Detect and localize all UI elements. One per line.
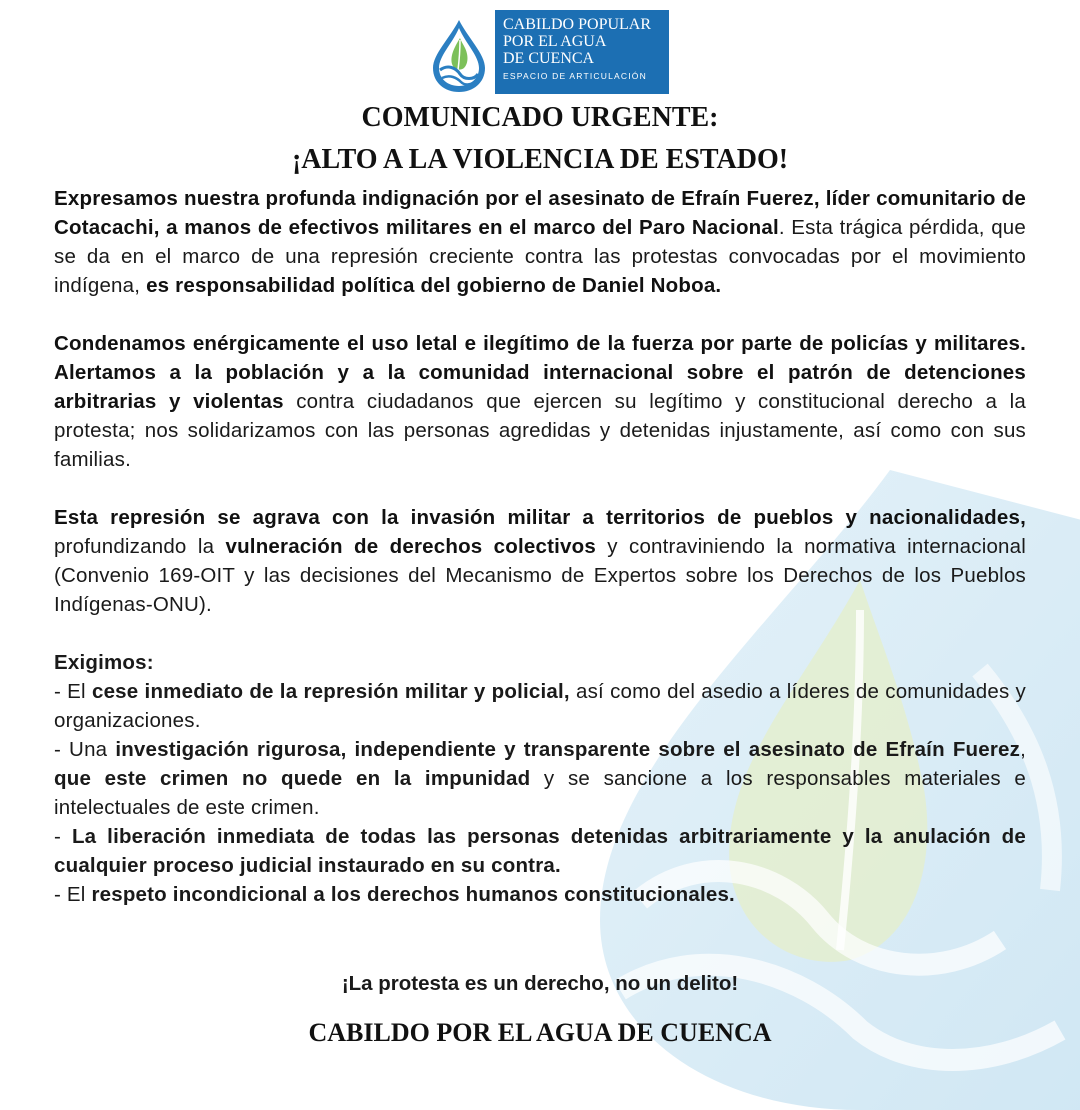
bold-text: respeto incondicional a los derechos humanos constitucionales. bbox=[91, 883, 735, 906]
bold-text: cese inmediato de la represión militar y policial, bbox=[91, 680, 570, 703]
org-subtitle: ESPACIO DE ARTICULACIÓN bbox=[503, 71, 647, 81]
signature: CABILDO POR EL AGUA DE CUENCA bbox=[308, 1018, 772, 1047]
demand-item bbox=[54, 735, 1026, 822]
demands-heading: Exigimos: bbox=[54, 651, 154, 674]
text-run: - El bbox=[54, 883, 92, 906]
text-run: - El bbox=[54, 680, 92, 703]
bold-text: vulneración de derechos colectivos bbox=[225, 535, 596, 558]
text-run: , bbox=[1020, 738, 1027, 761]
text-run: - Una bbox=[54, 738, 116, 761]
bold-text: es responsabilidad política del gobierno de Daniel Noboa. bbox=[146, 274, 722, 297]
bold-text: Expresamos nuestra profunda indignación por el asesinato de Efraín Fuerez, líder comunitario de Cotacachi, a manos de efectivos militares en el marco del Paro Nacional bbox=[54, 187, 1026, 239]
bold-text: Esta represión se agrava con la invasión militar a territorios de pueblos y nacionalidades, bbox=[54, 506, 1026, 529]
bold-text: La liberación inmediata de todas las personas detenidas arbitrariamente y la anulación de cualquier proceso judicial instaurado en su contra. bbox=[54, 825, 1026, 877]
text-run: profundizando la bbox=[54, 535, 226, 558]
water-drop-leaf-icon bbox=[430, 18, 488, 94]
statement-body bbox=[54, 184, 1026, 909]
paragraph bbox=[54, 184, 1026, 300]
text-run: . Esta trágica pérdida, que se da en el marco de una represión creciente contra las protestas convocadas por el movimiento indígena, bbox=[54, 216, 1026, 297]
text-run: así como del asedio a líderes de comunidades y organizaciones. bbox=[54, 680, 1027, 732]
bold-text: Condenamos enérgicamente el uso letal e ilegítimo de la fuerza por parte de policías y militares. Alertamos a la población y a la comunidad internacional sobre el patrón de detenciones arbitrarias y violentas bbox=[54, 332, 1026, 413]
paragraph bbox=[54, 503, 1026, 619]
title-line-2: ¡ALTO A LA VIOLENCIA DE ESTADO! bbox=[291, 144, 789, 175]
org-name-box bbox=[495, 10, 669, 94]
bold-text: que este crimen no quede en la impunidad bbox=[54, 767, 531, 790]
text-run: y contraviniendo la normativa internacional (Convenio 169-OIT y las decisiones del Mecanismo de Expertos sobre los Derechos de los Pueblos Indígenas-ONU). bbox=[54, 535, 1027, 616]
org-name-line: DE CUENCA bbox=[503, 50, 595, 67]
demand-item bbox=[54, 880, 1026, 909]
demand-item bbox=[54, 677, 1026, 735]
slogan: ¡La protesta es un derecho, no un delito! bbox=[341, 972, 739, 995]
demands-list bbox=[54, 648, 1026, 909]
title-line-1: COMUNICADO URGENTE: bbox=[361, 102, 719, 133]
demand-item bbox=[54, 822, 1026, 880]
text-run: contra ciudadanos que ejercen su legítimo y constitucional derecho a la protesta; nos solidarizamos con las personas agredidas y detenidas injustamente, así como con sus familias. bbox=[54, 390, 1026, 471]
bold-text: investigación rigurosa, independiente y transparente sobre el asesinato de Efraín Fuerez bbox=[115, 738, 1021, 761]
org-name-line: POR EL AGUA bbox=[503, 33, 607, 50]
text-run: y se sancione a los responsables materiales e intelectuales de este crimen. bbox=[54, 767, 1026, 819]
org-name-line: CABILDO POPULAR bbox=[503, 16, 652, 33]
header bbox=[0, 10, 1080, 96]
paragraph bbox=[54, 329, 1026, 474]
text-run: - bbox=[54, 825, 72, 848]
